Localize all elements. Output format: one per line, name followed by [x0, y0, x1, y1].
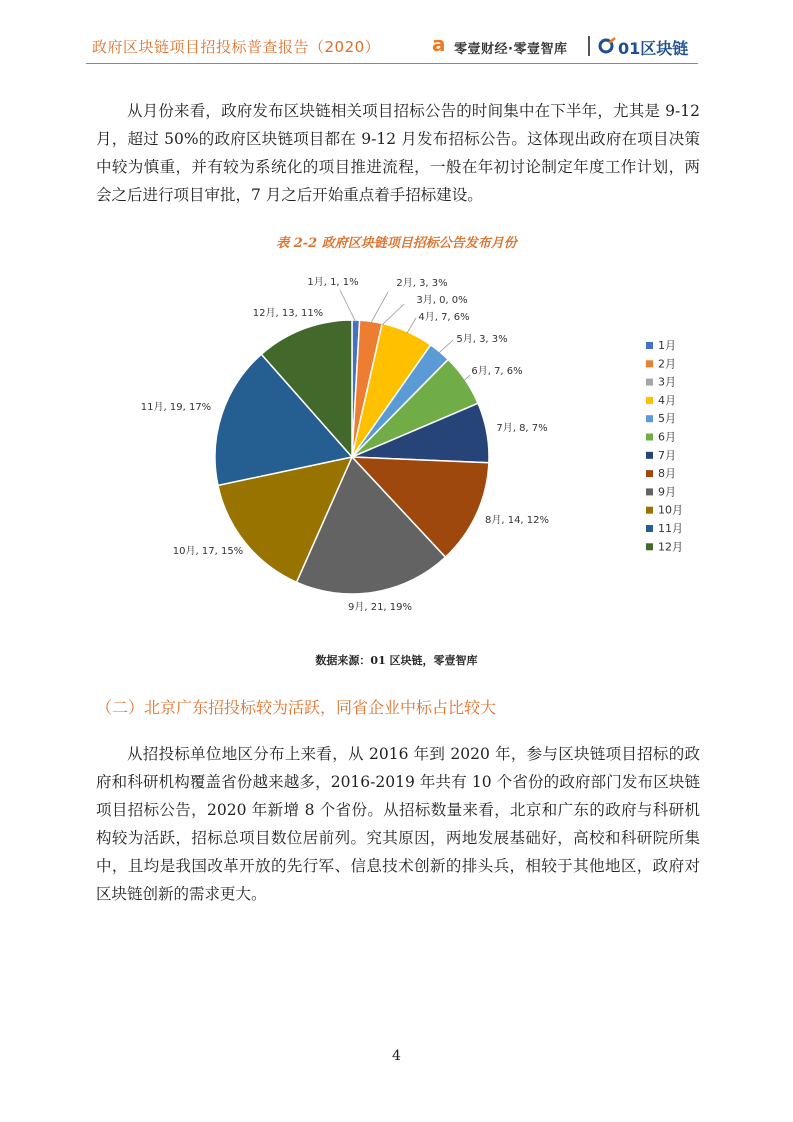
- leader-line-2: [371, 292, 388, 323]
- legend-swatch-7: [646, 452, 653, 459]
- header-title: 政府区块链项目招投标普查报告（2020）: [92, 38, 381, 56]
- slice-label-12: 12月, 13, 11%: [252, 308, 324, 319]
- legend-label-6: 6月: [658, 430, 676, 444]
- legend-swatch-6: [646, 434, 653, 441]
- legend-label-2: 2月: [658, 357, 676, 371]
- lingyi-logo-text: 零壹财经·零壹智库: [454, 42, 568, 57]
- legend-label-5: 5月: [658, 412, 676, 426]
- slice-label-8: 8月, 14, 12%: [484, 515, 550, 526]
- leader-line-3: [382, 304, 404, 325]
- slice-label-10: 10月, 17, 15%: [172, 546, 244, 557]
- legend-label-12: 12月: [658, 540, 683, 554]
- blockchain-logo-text: 01区块链: [618, 39, 689, 58]
- legend-label-3: 3月: [658, 375, 676, 389]
- legend-label-11: 11月: [658, 522, 683, 535]
- leader-line-4: [407, 318, 416, 334]
- leader-line-5: [438, 340, 453, 353]
- lingyi-logo-icon: a: [432, 32, 446, 56]
- slice-label-9: 9月, 21, 19%: [347, 602, 413, 613]
- legend-swatch-12: [646, 543, 653, 550]
- legend-swatch-4: [646, 397, 653, 404]
- data-source: 数据来源：01 区块链，零壹智库: [315, 654, 478, 667]
- paragraph-month-analysis: 从月份来看，政府发布区块链相关项目招标公告的时间集中在下半年，尤其是 9-12 月，超过 50%的政府区块链项目都在 9-12 月发布招标公告。这体现出政府在项目决策中较为慎重，并有较为系统化的项目推进流程，一般在年初讨论制定年度工作计划，两会之后进行项目审批，7 月之后开始重点着手招标建设。: [96, 102, 700, 204]
- legend-label-10: 10月: [658, 503, 683, 517]
- legend-swatch-10: [646, 507, 653, 514]
- legend-swatch-5: [646, 415, 653, 422]
- slice-label-11: 11月, 19, 17%: [140, 402, 212, 413]
- legend-label-1: 1月: [658, 339, 676, 352]
- legend-swatch-8: [646, 470, 653, 477]
- legend-swatch-11: [646, 525, 653, 532]
- chart-caption: 表 2-2 政府区块链项目招标公告发布月份: [276, 236, 517, 251]
- legend-label-4: 4月: [658, 393, 676, 407]
- slice-label-1: 1月, 1, 1%: [307, 277, 359, 288]
- page-number: 4: [392, 1048, 401, 1064]
- slice-label-6: 6月, 7, 6%: [471, 366, 523, 377]
- legend-label-9: 9月: [658, 485, 676, 499]
- slice-label-2: 2月, 3, 3%: [396, 278, 448, 289]
- legend-swatch-9: [646, 488, 653, 495]
- slice-label-3: 3月, 0, 0%: [416, 295, 468, 306]
- slice-label-5: 5月, 3, 3%: [456, 334, 508, 345]
- legend-swatch-2: [646, 360, 653, 367]
- paragraph-region-analysis: 从招投标单位地区分布上来看，从 2016 年到 2020 年，参与区块链项目招标的政府和科研机构覆盖省份越来越多，2016-2019 年共有 10 个省份的政府部门发布区块链项目招标公告，2020 年新增 8 个省份。从招标数量来看，北京和广东的政府与科研机构较为活跃，招标总项目数位居前列。究其原因，两地发展基础好，高校和科研院所集中，且均是我国改革开放的先行军、信息技术创新的排头兵，相较于其他地区，政府对区块链创新的需求更大。: [96, 745, 700, 903]
- leader-line-1: [340, 290, 356, 322]
- legend-label-8: 8月: [658, 467, 676, 481]
- legend-swatch-3: [646, 379, 653, 386]
- slice-label-4: 4月, 7, 6%: [418, 312, 470, 323]
- legend-label-7: 7月: [658, 448, 676, 462]
- legend-swatch-1: [646, 342, 653, 349]
- section-heading: （二）北京广东招投标较为活跃，同省企业中标占比较大: [96, 698, 497, 717]
- slice-label-7: 7月, 8, 7%: [496, 423, 548, 434]
